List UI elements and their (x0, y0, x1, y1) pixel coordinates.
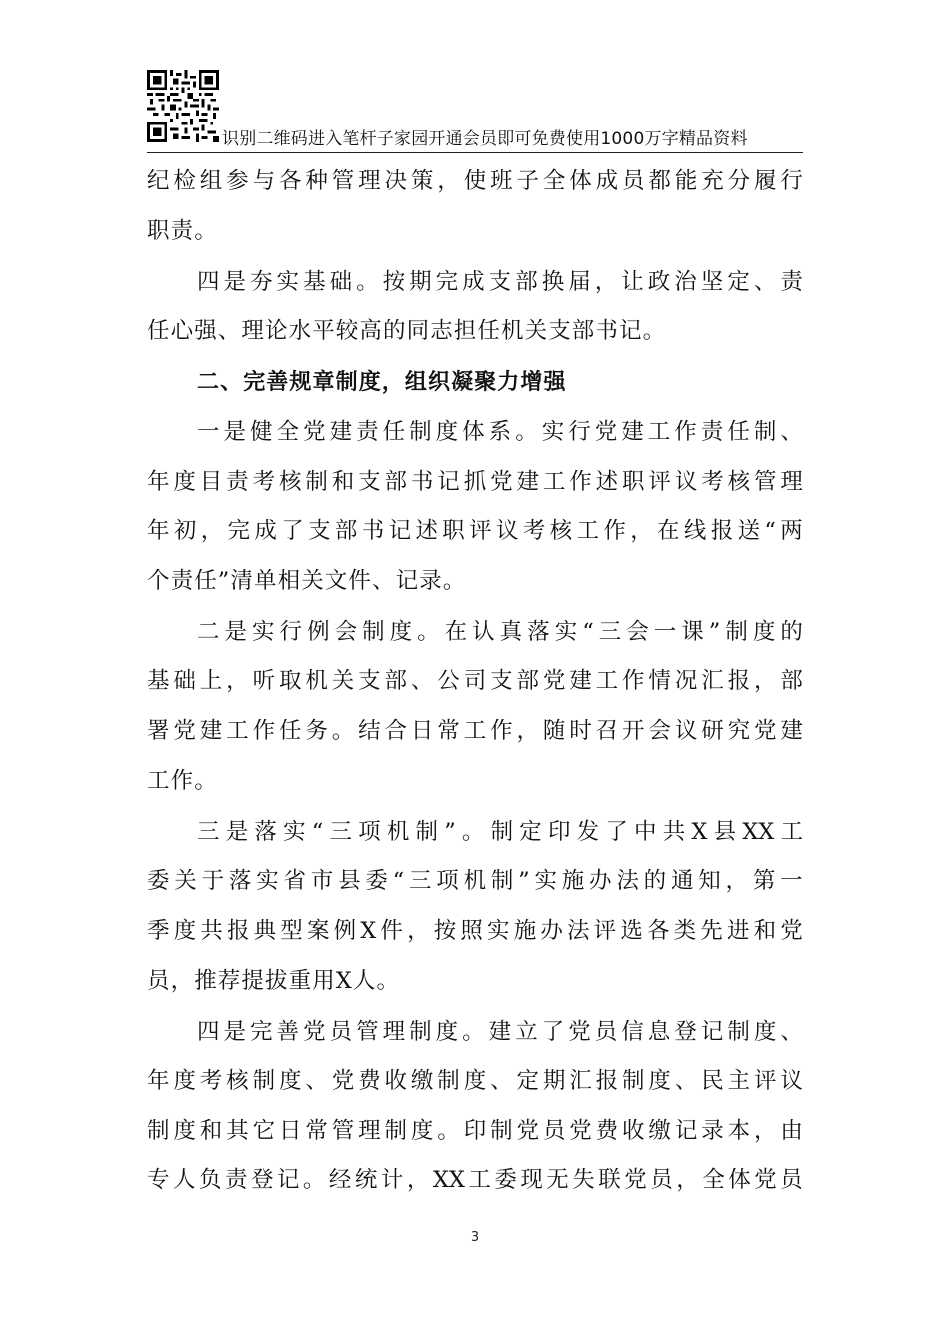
text-line: 三 是 落 实 “ 三 项 机 制 ” 。 制 定 印 发 了 中 共 X 县 XX 工 (197, 818, 803, 845)
text-line: 四 是 完 善 党 员 管 理 制 度 。 建 立 了 党 员 信 息 登 记 制 度 、 (197, 1018, 803, 1045)
text-line: 制 度 和 其 它 日 常 管 理 制 度 。 印 制 党 员 党 费 收 缴 记 录 本 ， 由 (147, 1117, 803, 1144)
text-line: 二 是 实 行 例 会 制 度 。 在 认 真 落 实 “ 三 会 一 课 ” 制 度 的 (197, 618, 803, 645)
text-line: 职责。 (147, 217, 218, 244)
document-body (147, 157, 803, 1206)
text-line: 工作。 (147, 767, 218, 794)
text-line: 四 是 夯 实 基 础 。 按 期 完 成 支 部 换 届 ， 让 政 治 坚 定 、 责 (197, 268, 803, 295)
text-line: 一 是 健 全 党 建 责 任 制 度 体 系 。 实 行 党 建 工 作 责 任 制 、 (197, 418, 803, 445)
section-heading: 二、完善规章制度，组织凝聚力增强 (197, 370, 567, 396)
text-line: 员，推荐提拔重用X人。 (147, 967, 401, 994)
text-line: 个责任”清单相关文件、记录。 (147, 567, 467, 594)
text-line: 年 度 考 核 制 度 、 党 费 收 缴 制 度 、 定 期 汇 报 制 度 、 民 主 评 议 (147, 1068, 803, 1095)
text-line: 季 度 共 报 典 型 案 例 X 件 ， 按 照 实 施 办 法 评 选 各 类 先 进 和 党 (147, 917, 803, 944)
header-banner-text: 识别二维码进入笔杆子家园开通会员即可免费使用1000万字精品资料 (222, 129, 748, 149)
text-line: 年 初 ， 完 成 了 支 部 书 记 述 职 评 议 考 核 工 作 ， 在 线 报 送 “ 两 (147, 518, 803, 545)
text-line: 基 础 上 ， 听 取 机 关 支 部 、 公 司 支 部 党 建 工 作 情 况 汇 报 ， 部 (147, 668, 803, 695)
text-line: 专 人 负 责 登 记 。 经 统 计 ， XX 工 委 现 无 失 联 党 员 ， 全 体 党 员 (147, 1167, 803, 1194)
qr-code-icon (147, 70, 219, 142)
text-line: 署 党 建 工 作 任 务 。 结 合 日 常 工 作 ， 随 时 召 开 会 议 研 究 党 建 (147, 718, 803, 745)
text-line: 纪 检 组 参 与 各 种 管 理 决 策 ， 使 班 子 全 体 成 员 都 能 充 分 履 行 (147, 168, 803, 194)
page-number: 3 (470, 1230, 480, 1245)
text-line: 委 关 于 落 实 省 市 县 委 “ 三 项 机 制 ” 实 施 办 法 的 通 知 ， 第 一 (147, 868, 803, 895)
text-line: 年 度 目 责 考 核 制 和 支 部 书 记 抓 党 建 工 作 述 职 评 议 考 核 管 理 (147, 468, 803, 495)
text-line: 任心强、理论水平较高的同志担任机关支部书记。 (147, 318, 667, 345)
header-divider (147, 152, 803, 153)
